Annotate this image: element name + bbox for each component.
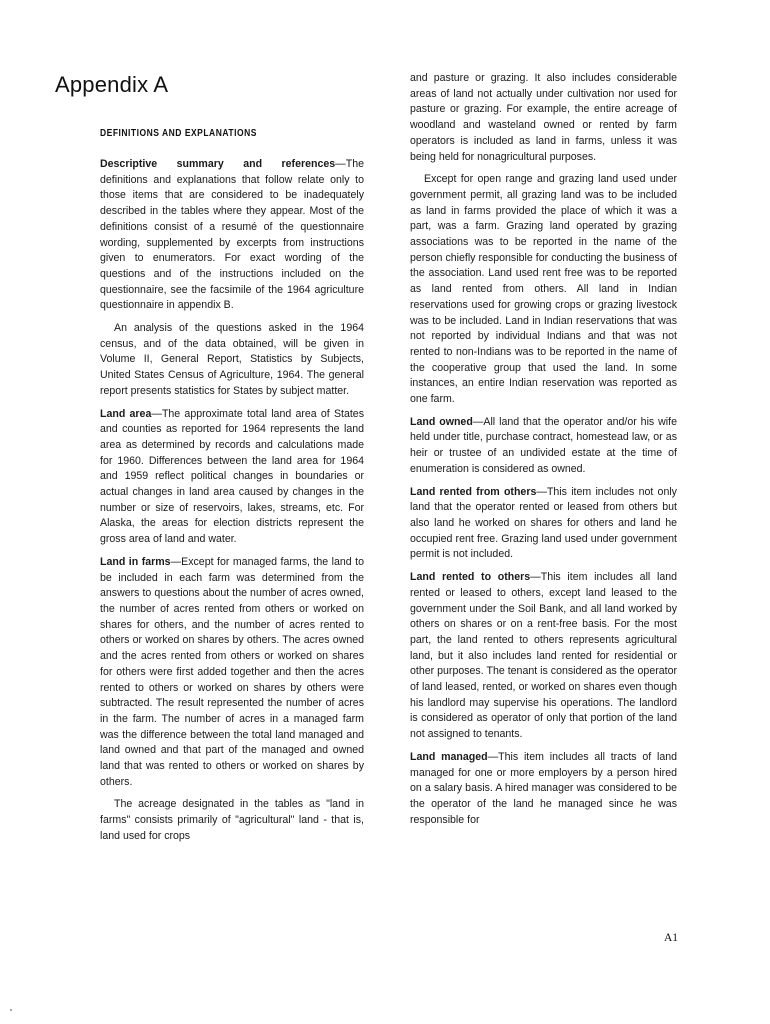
- right-column: [410, 71, 677, 828]
- paragraph-land-managed: [410, 750, 677, 829]
- section-heading: DEFINITIONS AND EXPLANATIONS: [100, 128, 257, 139]
- paragraph-acreage: The acreage designated in the tables as "land in farms" consists primarily of "agricultural" land - that is, land used for crops: [100, 798, 364, 842]
- scan-speck: [10, 1009, 12, 1011]
- paragraph-analysis: An analysis of the questions asked in the 1964 census, and of the data obtained, will be given in Volume II, General Report, Statistics by Subjects, United States Census of Agriculture, 1964. The general report presents statistics for States by subject matter.: [100, 322, 364, 397]
- left-column: [100, 157, 364, 845]
- paragraph-land-in-farms: [100, 555, 364, 791]
- paragraph-land-rented-from-others: [410, 485, 677, 564]
- paragraph-text: —This item includes not only land that the operator rented or leased from others but also land he worked on shares for others and land he occupied rent free. Grazing land used under government permit is not included.: [410, 485, 677, 561]
- term-land-managed: Land managed: [410, 750, 488, 763]
- paragraph-text: —The definitions and explanations that follow relate only to those items that are considered to be inadequately described in the tables where they appear. Most of the definitions consist of a resumé of the questionnaire wording, supplemented by excerpts from instructions given to enumerators. For exact wording of the questions and of the instructions included on the questionnaire, see the facsimile of the 1964 agriculture questionnaire in appendix B.: [100, 158, 364, 312]
- paragraph-text: —This item includes all tracts of land managed for one or more employers by a person hired on a salary basis. A hired manager was considered to be the operator of the land he managed since he was responsible for: [410, 750, 677, 826]
- page-number: A1: [663, 932, 678, 944]
- term-land-in-farms: Land in farms: [100, 555, 171, 568]
- paragraph-grazing-land: Except for open range and grazing land used under government permit, all grazing land was to be included as land in farms provided the place of which it was a part, was a farm. Grazing land operated by grazing associations was to be reported in the name of the person chiefly responsible for conducting the business of the association. Land used rent free was to be reported as land rented from others. All land in Indian reservations used for growing crops or grazing livestock was to be included. Land in Indian reservations that was not reported by individual Indians and that was not rented to non-Indians was to be reported in the name of the cooperative group that used the land. In some instances, an entire Indian reservation was reported as one farm.: [410, 173, 677, 406]
- paragraph-text: —Except for managed farms, the land to be included in each farm was determined from the answers to questions about the number of acres owned, the number of acres rented from others or worked on shares for others, and the number of acres rented to others or worked on shares by others. The acres owned and the acres rented from others or worked on shares for others were first added together and then the acres rented to others or worked on shares by others were subtracted. The result represented the number of acres in the farm. The number of acres in a managed farm was the difference between the total land managed and land owned and that part of the managed and owned land that was rented to others or worked on shares by others.: [100, 555, 364, 788]
- paragraph-continuation: and pasture or grazing. It also includes considerable areas of land not actually under cultivation nor used for pasture or grazing. For example, the entire acreage of woodland and wasteland owned or rented by farm operators is included as land in farms, unless it was being held for nonagricultural purposes.: [410, 72, 677, 163]
- term-land-rented-to-others: Land rented to others: [410, 571, 531, 584]
- term-land-rented-from-others: Land rented from others: [410, 485, 537, 498]
- paragraph-text: —All land that the operator and/or his wife held under title, purchase contract, homestead law, or as heir or trustee of an undivided estate at the time of enumeration is considered as owned.: [410, 415, 678, 475]
- paragraph-land-rented-to-others: [410, 570, 677, 743]
- term-descriptive-summary: Descriptive summary and references: [100, 158, 336, 170]
- appendix-title: Appendix A: [55, 72, 169, 97]
- paragraph-text: —This item includes all land rented or leased to others, except land leased to the government under the Soil Bank, and all land worked by others on shares or on a rent-free basis. For the most part, the land rented to others represents agricultural land, but it also includes land rented for residential or other purposes. The tenant is considered as the operator of land leased, rented, or worked on shares even though his landlord may supervise his operations. The landlord is considered as operator of only that portion of the land not assigned to tenants.: [410, 571, 677, 741]
- term-land-owned: Land owned: [410, 415, 473, 428]
- paragraph-text: —The approximate total land area of States and counties as reported for 1964 represents the land area as determined by records and calculations made for 1960. Differences between the land area for 1964 and 1959 reflect political changes in boundaries or actual changes in land area caused by changes in the number or size of reservoirs, lakes, streams, etc. For Alaska, the areas for election districts represent the gross area of land and water.: [100, 407, 364, 546]
- paragraph-descriptive-summary: [100, 157, 364, 314]
- term-land-area: Land area: [100, 407, 152, 420]
- paragraph-land-area: [100, 407, 364, 548]
- paragraph-land-owned: [410, 415, 677, 478]
